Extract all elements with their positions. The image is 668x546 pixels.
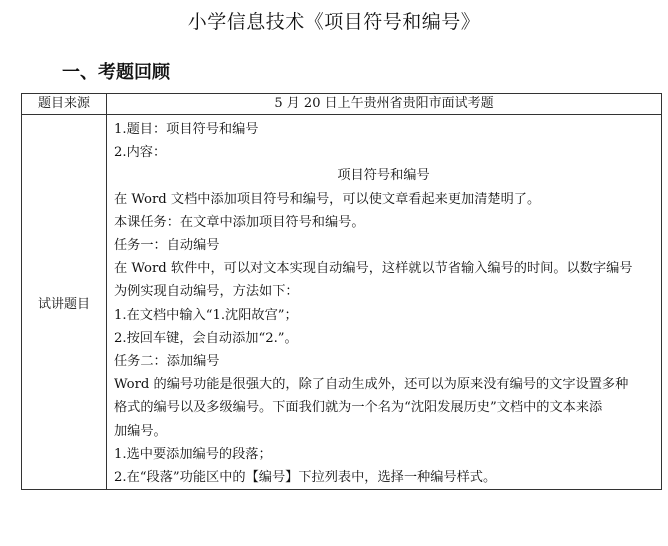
content-subtitle: 项目符号和编号 xyxy=(337,168,430,184)
content-line: 在 Word 文档中添加项目符号和编号，可以使文章看起来更加清楚明了。 xyxy=(114,191,541,207)
content-line: 格式的编号以及多级编号。下面我们就为一个名为“沈阳发展历史”文档中的文本来添 xyxy=(114,400,603,416)
content-line: 1.选中要添加编号的段落； xyxy=(114,446,272,462)
topic-row xyxy=(22,115,662,490)
section-heading: 一、考题回顾 xyxy=(62,62,170,83)
topic-label-cell: 试讲题目 xyxy=(22,115,107,490)
content-line: 2.在“段落”功能区中的【编号】下拉列表中，选择一种编号样式。 xyxy=(114,470,497,486)
content-line: 1.在文档中输入“1.沈阳故宫”； xyxy=(114,307,298,323)
content-line: 在 Word 软件中，可以对文本实现自动编号，这样就以节省输入编号的时间。以数字编号 xyxy=(114,261,633,277)
content-line: 加编号。 xyxy=(114,423,167,439)
content-line: 1.题目：项目符号和编号 xyxy=(114,122,259,137)
source-value-cell: 5 月 20 日上午贵州省贵阳市面试考题 xyxy=(107,94,662,115)
content-line: Word 的编号功能是很强大的，除了自动生成外，还可以为原来没有编号的文字设置多种 xyxy=(114,377,629,393)
content-line: 为例实现自动编号，方法如下： xyxy=(114,284,299,300)
source-label-cell: 题目来源 xyxy=(22,94,107,115)
topic-content-cell xyxy=(107,115,662,490)
content-line: 任务二：添加编号 xyxy=(114,354,220,370)
content-line: 2.按回车键，会自动添加“2.”。 xyxy=(114,330,298,346)
content-line: 本课任务：在文章中添加项目符号和编号。 xyxy=(114,214,365,230)
exam-info-table xyxy=(21,93,662,490)
source-row xyxy=(22,94,662,115)
document-title: 小学信息技术《项目符号和编号》 xyxy=(187,11,481,33)
content-line: 2.内容： xyxy=(114,145,167,161)
content-line: 任务一：自动编号 xyxy=(114,238,220,254)
